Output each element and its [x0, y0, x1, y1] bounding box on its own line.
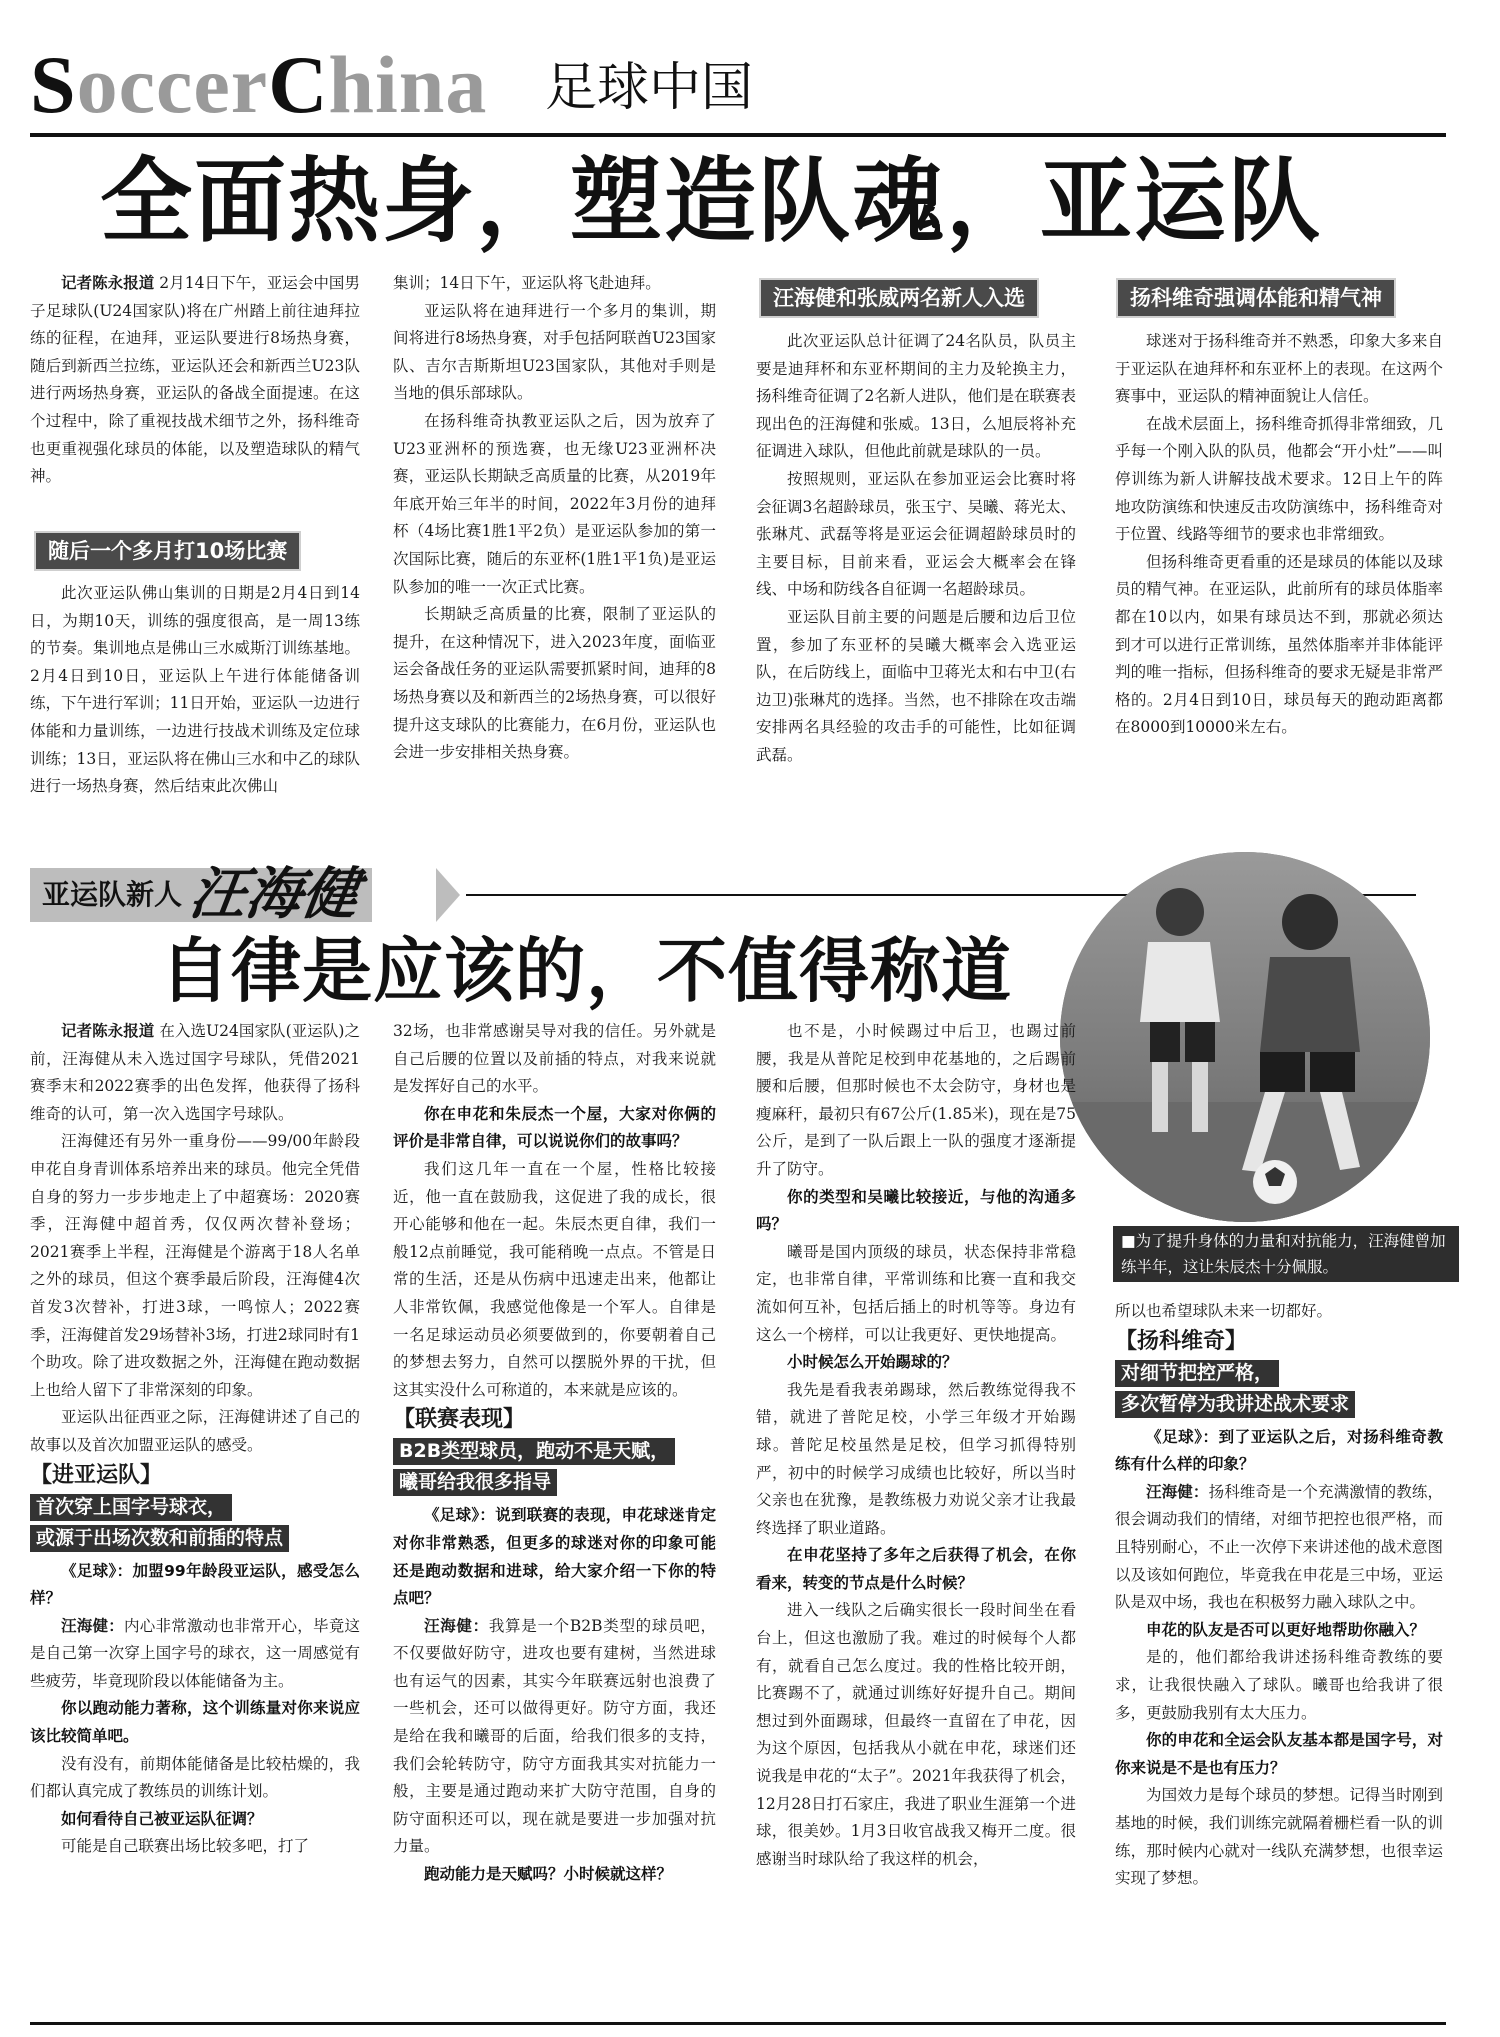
question: 在申花坚持了多年之后获得了机会，在你看来，转变的节点是什么时候？ [756, 1546, 1076, 1592]
question: 你以跑动能力著称，这个训练量对你来说应该比较简单吧。 [30, 1699, 360, 1746]
subtitle-bar: 对细节把控严格， [1115, 1360, 1279, 1387]
question: 申花的队友是否可以更好地帮助你融入？ [1146, 1620, 1426, 1639]
subhead-fitness-spirit: 扬科维奇强调体能和精气神 [1118, 280, 1394, 316]
top-story-lead [30, 270, 360, 491]
answer-speaker: 汪海健： [424, 1616, 489, 1635]
feature-headline: 自律是应该的，不值得称道 [160, 930, 1012, 1012]
subtitle-bar: 曦哥给我很多指导 [393, 1469, 557, 1496]
masthead-s3: C [268, 39, 329, 130]
paragraph: 所以也希望球队未来一切都好。 [1115, 1302, 1333, 1320]
paragraph: 此次亚运队总计征调了24名队员，队员主要是迪拜杯和东亚杯期间的主力及轮换主力，扬科维奇征调了2名新人进队，他们是在联赛表现出色的汪海健和张威。13日，么旭辰将补充征调进入球队，但他此前就是球队的一员。 [756, 332, 1076, 461]
question: 跑动能力是天赋吗？小时候就这样？ [424, 1865, 673, 1884]
paragraph: 长期缺乏高质量的比赛，限制了亚运队的提升，在这种情况下，进入2023年度，面临亚运会备战任务的亚运队需要抓紧时间，迪拜的8场热身赛以及和新西兰的2场热身赛，可以很好提升这支球队的比赛能力，在6月份，亚运队也会进一步安排相关热身赛。 [393, 605, 716, 762]
answer: 我先是看我表弟踢球，然后教练觉得我不错，就进了普陀足校，小学三年级才开始踢球。普陀足校虽然是足校，但学习抓得特别严，初中的时候学习成绩也比较好，所以当时父亲也在犹豫，是教练极力劝说父亲才让我最终选择了职业道路。 [756, 1380, 1076, 1537]
paragraph: 但扬科维奇更看重的还是球员的体能以及球员的精气神。在亚运队，此前所有的球员体脂率都在10以内，如果有球员达不到，那就必须达到才可以进行正常训练，虽然体脂率并非体能评判的唯一指标，但扬科维奇的要求无疑是非常严格的。2月4日到10日，球员每天的跑动距离都在8000到10000米左右。 [1115, 552, 1443, 737]
subhead-new-players: 汪海健和张威两名新人入选 [761, 280, 1037, 316]
answer: 我算是一个B2B类型的球员吧，不仅要做好防守，进攻也要有建树，当然进球也有运气的因素，其实今年联赛远射也浪费了一些机会，还可以做得更好。防守方面，我还是给在我和曦哥的后面，给我们很多的支持，我们会轮转防守，防守方面我其实对抗能力一般，主要是通过跑动来扩大防守范围，自身的防守面积还可以，现在就是要进一步加强对抗力量。 [393, 1616, 716, 1856]
section-title: 【扬科维奇】 [1115, 1328, 1248, 1354]
answer: 是的，他们都给我讲述扬科维奇教练的要求，让我很快融入了球队。曦哥也给我讲了很多，更鼓励我别有太大压力。 [1115, 1648, 1443, 1722]
question: 你的申花和全运会队友基本都是国字号，对你来说是不是也有压力？ [1115, 1731, 1443, 1777]
paragraph: 亚运队出征西亚之际，汪海健讲述了自己的故事以及首次加盟亚运队的感受。 [30, 1408, 360, 1454]
paragraph: 此次亚运队佛山集训的日期是2月4日到14日，为期10天，训练的强度很高，是一周13练的节奏。集训地点是佛山三水威斯汀训练基地。2月4日到10日，亚运队上午进行体能储备训练，下午进行军训；11日开始，亚运队一边进行体能和力量训练，一边进行技战术训练及定位球训练；13日，亚运队将在佛山三水和中乙的球队进行一场热身赛，然后结束此次佛山 [30, 584, 360, 796]
question: 《足球》：到了亚运队之后，对扬科维奇教练有什么样的印象？ [1115, 1427, 1443, 1474]
player-photo [1060, 852, 1430, 1222]
question: 《足球》：加盟99年龄段亚运队，感受怎么样？ [30, 1561, 360, 1608]
paragraph: 按照规则，亚运队在参加亚运会比赛时将会征调3名超龄球员，张玉宁、吴曦、蒋光太、张琳芃、武磊等将是亚运会征调超龄球员时的主要目标，目前来看，亚运会大概率会在锋线、中场和防线各自征调一名超龄球员。 [756, 469, 1076, 599]
paragraph: 32场，也非常感谢吴导对我的信任。另外就是自己后腰的位置以及前插的特点，对我来说就是发挥好自己的水平。 [393, 1022, 716, 1096]
section-title: 【联赛表现】 [393, 1407, 526, 1433]
feature-col3 [756, 1018, 1076, 1873]
question: 你的类型和吴曦比较接近，与他的沟通多吗？ [756, 1187, 1076, 1234]
photo-caption: ■为了提升身体的力量和对抗能力，汪海健曾加练半年，这让朱辰杰十分佩服。 [1113, 1226, 1459, 1282]
answer: 曦哥是国内顶级的球员，状态保持非常稳定，也非常自律，平常训练和比赛一直和我交流如何互补，包括后插上的时机等等。身边有这么一个榜样，可以让我更好、更快地提高。 [756, 1242, 1076, 1344]
paragraph: 在战术层面上，扬科维奇抓得非常细致，几乎每一个刚入队的队员，他都会“开小灶”——叫停训练为新人讲解技战术要求。12日上午的阵地攻防演练和快速反击攻防演练中，扬科维奇对于位置、线路等细节的要求也非常细致。 [1115, 414, 1443, 544]
kicker-name: 汪海健 [185, 862, 363, 927]
answer-speaker: 汪海健： [1146, 1482, 1209, 1501]
section-title: 【进亚运队】 [30, 1462, 163, 1488]
paragraph: 集训；14日下午，亚运队将飞赴迪拜。 [393, 274, 661, 292]
question: 如何看待自己被亚运队征调？ [61, 1809, 263, 1828]
top-story-col1b [30, 580, 360, 801]
top-story-col3 [756, 328, 1076, 770]
question: 《足球》：说到联赛的表现，申花球迷肯定对你非常熟悉，但更多的球迷对你的印象可能还是跑动数据和进球，给大家介绍一下你的特点吧？ [393, 1506, 716, 1608]
paragraph: 亚运队将在迪拜进行一个多月的集训，期间将进行8场热身赛，对手包括阿联酋U23国家队、吉尔吉斯斯坦U23国家队，其他对手则是当地的俱乐部球队。 [393, 301, 716, 403]
kicker-label: 亚运队新人 [42, 878, 183, 911]
feature-kicker [30, 862, 372, 927]
section-subtitle [393, 1436, 716, 1498]
byline: 记者陈永报道 [61, 274, 155, 292]
lead-text: 在入选U24国家队(亚运队)之前，汪海健从未入选过国字号球队，凭借2021赛季末和2022赛季的出色发挥，他获得了扬科维奇的认可，第一次入选国字号球队。 [30, 1022, 360, 1123]
top-story-headline: 全面热身，塑造队魂，亚运队 [100, 148, 1323, 255]
top-story-col1 [30, 270, 360, 491]
lead-text: 2月14日下午，亚运会中国男子足球队(U24国家队)将在广州踏上前往迪拜拉练的征程，在迪拜，亚运队要进行8场热身赛，随后到新西兰拉练，亚运队还会和新西兰U23队进行两场热身赛，亚运队的备战全面提速。在这个过程中，除了重视技战术细节之外，扬科维奇也更重视强化球员的体能，以及塑造球队的精气神。 [30, 274, 360, 486]
question: 你在申花和朱辰杰一个屋，大家对你俩的评价是非常自律，可以说说你们的故事吗？ [393, 1104, 716, 1151]
player-photo-illustration [1060, 852, 1430, 1222]
feature-col4 [1115, 1298, 1443, 1893]
byline: 记者陈永报道 [61, 1022, 155, 1040]
masthead-s1: S [30, 39, 77, 130]
question: 小时候怎么开始踢球的？ [787, 1353, 958, 1372]
paragraph: 在扬科维奇执教亚运队之后，因为放弃了U23亚洲杯的预选赛，也无缘U23亚洲杯决赛，亚运队长期缺乏高质量的比赛，从2019年年底开始三年半的时间，2022年3月份的迪拜杯（4场比赛1胜1平2负）是亚运队参加的第一次国际比赛，随后的东亚杯(1胜1平1负)是亚运队参加的唯一一次正式比赛。 [393, 411, 716, 596]
top-story-col2 [393, 270, 716, 767]
feature-col2 [393, 1018, 716, 1889]
kicker-arrow-icon [436, 868, 460, 922]
answer: 扬科维奇是一个充满激情的教练，很会调动我们的情绪，对细节把控也很严格，而且特别耐心，不止一次停下来讲述他的战术意图以及该如何跑位，毕竟我在申花是三中场，亚运队是双中场，我也在积极努力融入球队之中。 [1115, 1482, 1443, 1612]
bottom-rule [30, 2022, 1446, 2025]
paragraph: 汪海健还有另外一重身份——99/00年龄段申花自身青训体系培养出来的球员。他完全凭借自身的努力一步步地走上了中超赛场：2020赛季，汪海健中超首秀，仅仅两次替补登场；2021赛季上半程，汪海健是个游离于18人名单之外的球员，但这个赛季最后阶段，汪海健4次首发3次替补，打进3球，一鸣惊人；2022赛季，汪海健首发29场替补3场，打进2球同时有1个助攻。除了进攻数据之外，汪海健在跑动数据上也给人留下了非常深刻的印象。 [30, 1132, 360, 1399]
answer: 没有没有，前期体能储备是比较枯燥的，我们都认真完成了教练员的训练计划。 [30, 1754, 360, 1801]
answer: 我们这几年一直在一个屋，性格比较接近，他一直在鼓励我，这促进了我的成长，很开心能够和他在一起。朱辰杰更自律，我们一般12点前睡觉，我可能稍晚一点点。不管是日常的生活，还是从伤病中迅速走出来，他都让人非常钦佩，我感觉他像是一个军人。自律是一名足球运动员必须要做到的，你要朝着自己的梦想去努力，自然可以摆脱外界的干扰，但这其实没什么可称道的，本来就是应该的。 [393, 1159, 716, 1399]
answer: 进入一线队之后确实很长一段时间坐在看台上，但这也激励了我。难过的时候每个人都有，就看自己怎么度过。我的性格比较开朗，比赛踢不了，就通过训练好好提升自己。期间想过到外面踢球，但最终一直留在了申花，因为这个原因，包括我从小就在申花，球迷们还说我是申花的“太子”。2021年我获得了机会，12月28日打石家庄，我进了职业生涯第一个进球，很美妙。1月3日收官战我又梅开二度。很感谢当时球队给了我这样的机会， [756, 1601, 1076, 1868]
subhead-ten-matches: 随后一个多月打10场比赛 [36, 533, 299, 569]
section-subtitle [1115, 1358, 1443, 1420]
paragraph: 也不是，小时候踢过中后卫，也踢过前腰，我是从普陀足校到申花基地的，之后踢前腰和后腰，但那时候也不太会防守，身材也是瘦麻秆，最初只有67公斤(1.85米)，现在是75公斤，是到了一队后跟上一队的强度才逐渐提升了防守。 [756, 1022, 1076, 1178]
feature-col1 [30, 1018, 360, 1861]
subtitle-bar: 首次穿上国字号球衣， [30, 1494, 232, 1521]
paragraph: 球迷对于扬科维奇并不熟悉，印象大多来自于亚运队在迪拜杯和东亚杯上的表现。在这两个赛事中，亚运队的精神面貌让人信任。 [1115, 332, 1443, 406]
masthead-logo [30, 39, 488, 130]
answer: 为国效力是每个球员的梦想。记得当时刚到基地的时候，我们训练完就隔着栅栏看一队的训练，那时候内心就对一线队充满梦想，也很幸运实现了梦想。 [1115, 1786, 1443, 1888]
subtitle-bar: B2B类型球员，跑动不是天赋， [393, 1438, 675, 1465]
masthead-s2: occer [76, 39, 269, 130]
masthead-section-title: 足球中国 [545, 58, 754, 118]
answer-speaker: 汪海健： [61, 1616, 124, 1635]
masthead-rule [30, 133, 1446, 137]
subtitle-bar: 或源于出场次数和前插的特点 [30, 1525, 289, 1552]
section-subtitle [30, 1492, 360, 1554]
answer: 内心非常激动也非常开心，毕竟这是自己第一次穿上国字号的球衣，这一周感觉有些疲劳，毕竟现阶段以体能储备为主。 [30, 1616, 360, 1690]
top-story-col4 [1115, 328, 1443, 742]
answer: 可能是自己联赛出场比较多吧，打了 [61, 1837, 310, 1856]
subtitle-bar: 多次暂停为我讲述战术要求 [1115, 1391, 1355, 1418]
masthead-s4: hina [328, 39, 488, 130]
paragraph: 亚运队目前主要的问题是后腰和边后卫位置，参加了东亚杯的吴曦大概率会入选亚运队，在后防线上，面临中卫蒋光太和右中卫(右边卫)张琳芃的选择。当然，也不排除在攻击端安排两名具经验的攻击手的可能性，比如征调武磊。 [756, 607, 1076, 764]
